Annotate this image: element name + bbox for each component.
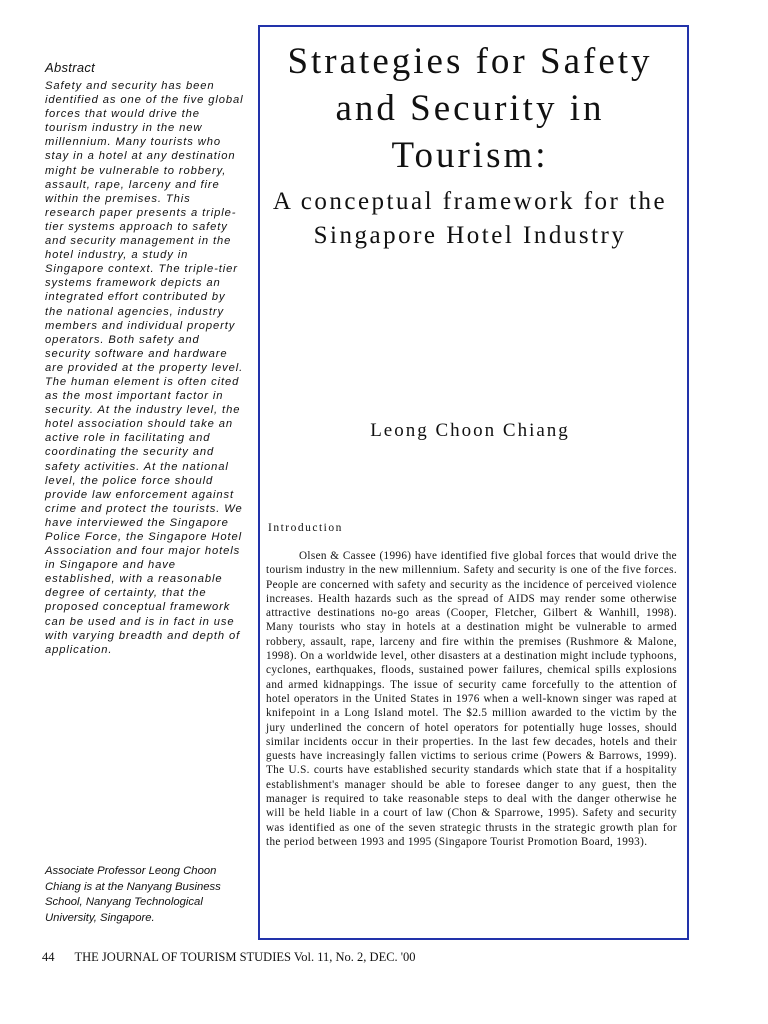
author-affiliation: Associate Professor Leong Choon Chiang is at the Nanyang Business School, Nanyang Technological University, Singapore. xyxy=(45,865,221,924)
page-footer xyxy=(42,950,416,965)
page-number: 44 xyxy=(42,950,55,964)
introduction-heading: Introduction xyxy=(268,522,343,534)
abstract-heading: Abstract xyxy=(45,60,96,75)
journal-citation: THE JOURNAL OF TOURISM STUDIES Vol. 11, No. 2, DEC. '00 xyxy=(74,950,416,964)
introduction-body: Olsen & Cassee (1996) have identified five global forces that would drive the tourism industry in the new millennium. Safety and security is one of the five forces. People are concerned with safety and security as the incidence of perceived violence increases. Health hazards such as the spread of AIDS may render some otherwise attractive destinations no-go areas (Cooper, Fletcher, Gilbert & Wanhill, 1998). Many tourists who stay in hotels at a destination might be vulnerable to armed robbery, assault, rape, larceny and fire within the premises (Rushmore & Malone, 1998). On a worldwide level, other disasters at a destination might include typhoons, cyclones, earthquakes, floods, sustained power failures, chemical spills explosions and armed kidnappings. The issue of security came forcefully to the attention of hotel operators in the United States in 1976 when a well-known singer was raped at knifepoint in a Long Island motel. The $2.5 million awarded to the victim by the jury underlined the concern of hotel operators for potentially huge losses, should similar incidents occur in their properties. In the last few decades, hotels and their guests have increasingly fallen victims to serious crime (Powers & Barrows, 1999). The U.S. courts have established security standards which state that if a hospitality establishment's manager should be able to foresee danger to any guest, then the manager is required to take reasonable steps to deal with the danger otherwise he will be held liable in a court of law (Chon & Sparrowe, 1995). Safety and security was identified as one of the seven strategic thrusts in the strategic growth plan for the period between 1993 and 1995 (Singapore Tourist Promotion Board, 1993). xyxy=(266,550,677,848)
abstract-body: Safety and security has been identified as one of the five global forces that would drive the tourism industry in the new millennium. Many tourists who stay in a hotel at any destination might be vulnerable to robbery, assault, rape, larceny and fire within the premises. This research paper presents a triple-tier systems approach to safety and security management in the hotel industry, a study in Singapore context. The triple-tier systems framework depicts an integrated effort contributed by the national agencies, industry members and individual property operators. Both safety and security software and hardware are provided at the property level. The human element is often cited as the most important factor in security. At the industry level, the hotel association should take an active role in facilitating and coordinating the security and safety activities. At the national level, the police force should provide law enforcement against crime and protect the tourists. We have interviewed the Singapore Police Force, the Singapore Hotel Association and four major hotels in Singapore and have established, with a reasonable degree of certainty, that the proposed conceptual framework can be used and is in fact in use with varying breadth and depth of application. xyxy=(45,80,244,656)
abstract-section xyxy=(45,60,245,657)
paper-subtitle: A conceptual framework for the Singapore Hotel Industry xyxy=(272,188,668,249)
author-name: Leong Choon Chiang xyxy=(370,420,570,441)
paper-title: Strategies for Safety and Security in Tourism: xyxy=(287,41,653,176)
title-block xyxy=(270,38,670,253)
